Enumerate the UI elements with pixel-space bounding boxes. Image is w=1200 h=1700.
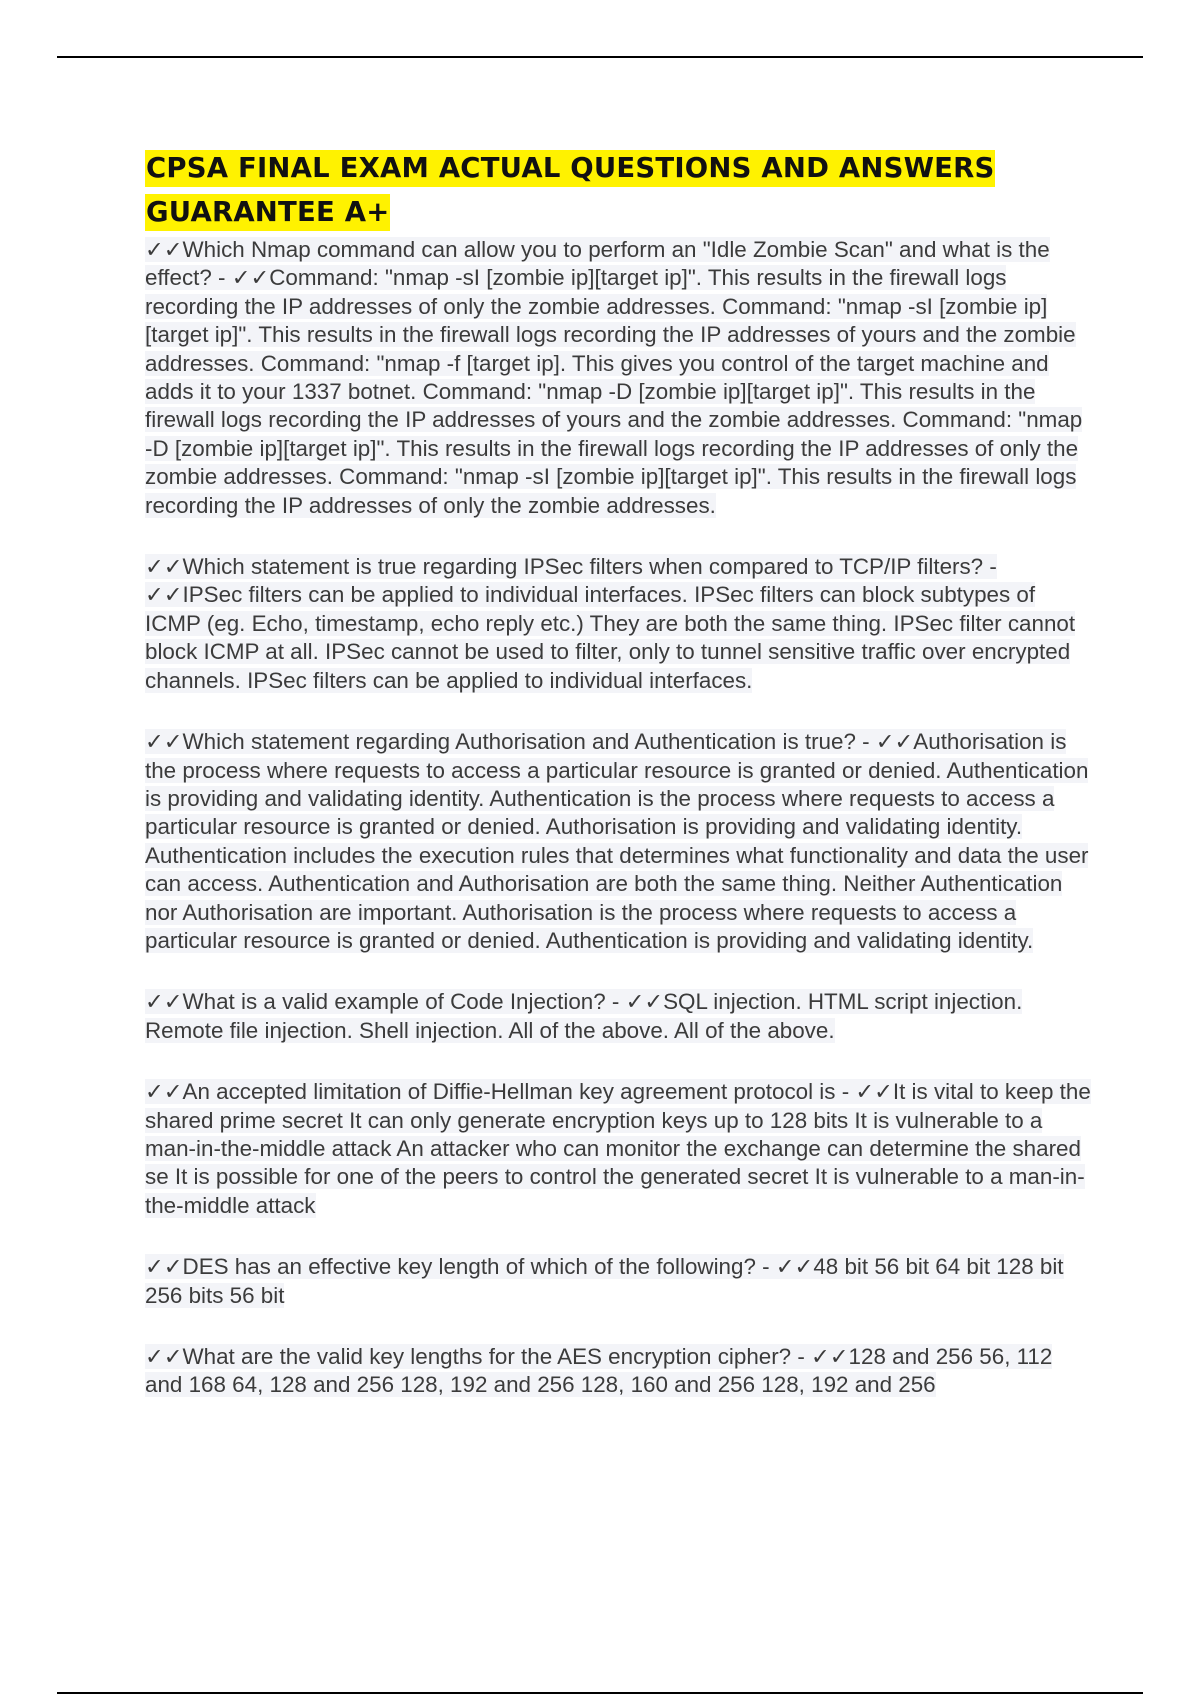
qa-item-4	[145, 988, 1095, 1045]
qa-item-2	[145, 553, 1095, 695]
document-title-text: CPSA FINAL EXAM ACTUAL QUESTIONS AND ANSWERS GUARANTEE A+	[145, 150, 995, 231]
qa-item-3	[145, 728, 1095, 955]
document-title	[145, 146, 1095, 234]
qa-item-1	[145, 236, 1095, 520]
header-rule	[57, 56, 1143, 58]
qa-item-7-text: ✓✓What are the valid key lengths for the AES encryption cipher? - ✓✓128 and 256 56, 112 and 168 64, 128 and 256 128, 192 and 256 128, 160 and 256 128, 192 and 256	[145, 1344, 1053, 1398]
qa-item-4-text: ✓✓What is a valid example of Code Injection? - ✓✓SQL injection. HTML script injection. Remote file injection. Shell injection. All of the above. All of the above.	[145, 989, 1023, 1043]
qa-item-5-text: ✓✓An accepted limitation of Diffie-Hellman key agreement protocol is - ✓✓It is vital to keep the shared prime secret It can only generate encryption keys up to 128 bits It is vulnerable to a man-in-the-middle attack An attacker who can monitor the exchange can determine the shared se It is possible for one of the peers to control the generated secret It is vulnerable to a man-in-the-middle attack	[145, 1079, 1091, 1218]
qa-item-2-text: ✓✓Which statement is true regarding IPSec filters when compared to TCP/IP filters? - ✓✓IPSec filters can be applied to individual interfaces. IPSec filters can block subtypes of ICMP (eg. Echo, timestamp, echo reply etc.) They are both the same thing. IPSec filter cannot block ICMP at all. IPSec cannot be used to filter, only to tunnel sensitive traffic over encrypted channels. IPSec filters can be applied to individual interfaces.	[145, 554, 1076, 693]
qa-item-3-text: ✓✓Which statement regarding Authorisation and Authentication is true? - ✓✓Authorisation is the process where requests to access a particular resource is granted or denied. Authentication is providing and validating identity. Authentication is the process where requests to access a particular resource is granted or denied. Authorisation is providing and validating identity. Authentication includes the execution rules that determines what functionality and data the user can access. Authentication and Authorisation are both the same thing. Neither Authentication nor Authorisation are important. Authorisation is the process where requests to access a particular resource is granted or denied. Authentication is providing and validating identity.	[145, 729, 1089, 953]
document-body	[145, 146, 1095, 1433]
qa-item-5	[145, 1078, 1095, 1220]
qa-item-7	[145, 1343, 1095, 1400]
qa-item-1-text: ✓✓Which Nmap command can allow you to perform an "Idle Zombie Scan" and what is the effect? - ✓✓Command: "nmap -sI [zombie ip][target ip]". This results in the firewall logs recording the IP addresses of only the zombie addresses. Command: "nmap -sI [zombie ip][target ip]". This results in the firewall logs recording the IP addresses of yours and the zombie addresses. Command: "nmap -f [target ip]. This gives you control of the target machine and adds it to your 1337 botnet. Command: "nmap -D [zombie ip][target ip]". This results in the firewall logs recording the IP addresses of yours and the zombie addresses. Command: "nmap -D [zombie ip][target ip]". This results in the firewall logs recording the IP addresses of only the zombie addresses. Command: "nmap -sI [zombie ip][target ip]". This results in the firewall logs recording the IP addresses of only the zombie addresses.	[145, 237, 1083, 518]
qa-item-6	[145, 1253, 1095, 1310]
qa-item-6-text: ✓✓DES has an effective key length of which of the following? - ✓✓48 bit 56 bit 64 bit 128 bit 256 bits 56 bit	[145, 1254, 1064, 1308]
footer-rule	[57, 1692, 1143, 1694]
